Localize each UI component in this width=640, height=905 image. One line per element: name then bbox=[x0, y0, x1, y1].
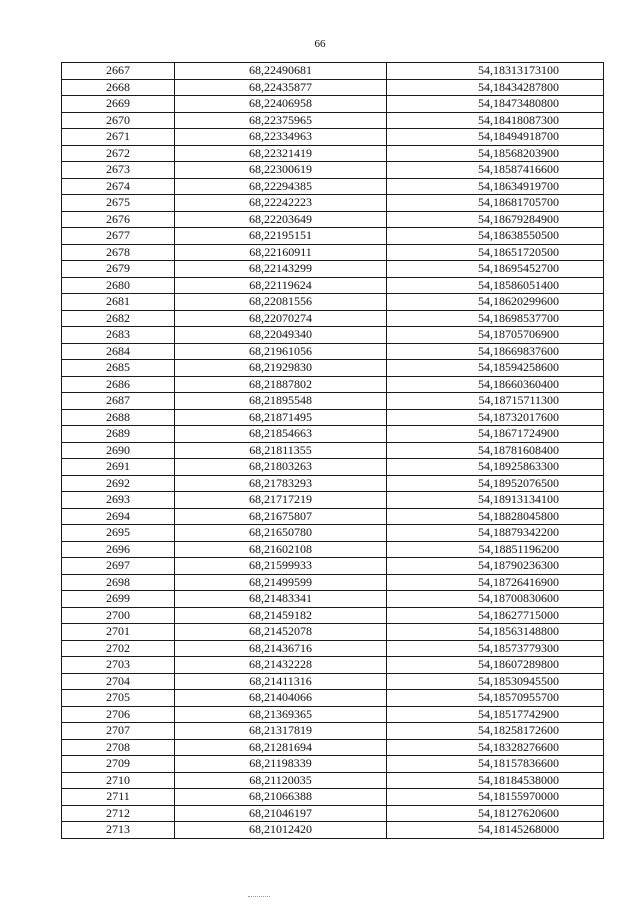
point-number-cell: 2680 bbox=[62, 277, 175, 294]
point-number-cell: 2671 bbox=[62, 129, 175, 146]
table-row bbox=[62, 805, 604, 822]
x-coordinate-cell: 68,22242223 bbox=[175, 195, 387, 212]
x-coordinate-cell: 68,22375965 bbox=[175, 112, 387, 129]
point-number-cell: 2701 bbox=[62, 624, 175, 641]
y-coordinate-cell: 54,18418087300 bbox=[387, 112, 604, 129]
y-coordinate-cell: 54,18705706900 bbox=[387, 327, 604, 344]
point-number-cell: 2695 bbox=[62, 525, 175, 542]
y-coordinate-cell: 54,18695452700 bbox=[387, 261, 604, 278]
footer-mark bbox=[248, 896, 270, 898]
y-coordinate-cell: 54,18530945500 bbox=[387, 673, 604, 690]
x-coordinate-cell: 68,21317819 bbox=[175, 723, 387, 740]
point-number-cell: 2670 bbox=[62, 112, 175, 129]
point-number-cell: 2672 bbox=[62, 145, 175, 162]
y-coordinate-cell: 54,18570955700 bbox=[387, 690, 604, 707]
table-row bbox=[62, 591, 604, 608]
x-coordinate-cell: 68,22070274 bbox=[175, 310, 387, 327]
y-coordinate-cell: 54,18913134100 bbox=[387, 492, 604, 509]
table-row bbox=[62, 393, 604, 410]
y-coordinate-cell: 54,18568203900 bbox=[387, 145, 604, 162]
x-coordinate-cell: 68,21871495 bbox=[175, 409, 387, 426]
table-row bbox=[62, 96, 604, 113]
y-coordinate-cell: 54,18627715000 bbox=[387, 607, 604, 624]
x-coordinate-cell: 68,21599933 bbox=[175, 558, 387, 575]
table-row bbox=[62, 426, 604, 443]
x-coordinate-cell: 68,21046197 bbox=[175, 805, 387, 822]
y-coordinate-cell: 54,18660360400 bbox=[387, 376, 604, 393]
y-coordinate-cell: 54,18620299600 bbox=[387, 294, 604, 311]
x-coordinate-cell: 68,22081556 bbox=[175, 294, 387, 311]
y-coordinate-cell: 54,18517742900 bbox=[387, 706, 604, 723]
y-coordinate-cell: 54,18155970000 bbox=[387, 789, 604, 806]
table-row bbox=[62, 723, 604, 740]
x-coordinate-cell: 68,21012420 bbox=[175, 822, 387, 839]
y-coordinate-cell: 54,18671724900 bbox=[387, 426, 604, 443]
table-row bbox=[62, 541, 604, 558]
y-coordinate-cell: 54,18145268000 bbox=[387, 822, 604, 839]
x-coordinate-cell: 68,21783293 bbox=[175, 475, 387, 492]
point-number-cell: 2679 bbox=[62, 261, 175, 278]
y-coordinate-cell: 54,18638550500 bbox=[387, 228, 604, 245]
table-row bbox=[62, 756, 604, 773]
x-coordinate-cell: 68,21066388 bbox=[175, 789, 387, 806]
x-coordinate-cell: 68,21404066 bbox=[175, 690, 387, 707]
table-row bbox=[62, 607, 604, 624]
coordinates-table bbox=[61, 62, 604, 839]
x-coordinate-cell: 68,22049340 bbox=[175, 327, 387, 344]
x-coordinate-cell: 68,21717219 bbox=[175, 492, 387, 509]
table-row bbox=[62, 574, 604, 591]
table-row bbox=[62, 310, 604, 327]
table-row bbox=[62, 112, 604, 129]
x-coordinate-cell: 68,21675807 bbox=[175, 508, 387, 525]
point-number-cell: 2687 bbox=[62, 393, 175, 410]
y-coordinate-cell: 54,18669837600 bbox=[387, 343, 604, 360]
point-number-cell: 2677 bbox=[62, 228, 175, 245]
point-number-cell: 2702 bbox=[62, 640, 175, 657]
table-row bbox=[62, 129, 604, 146]
y-coordinate-cell: 54,18925863300 bbox=[387, 459, 604, 476]
point-number-cell: 2684 bbox=[62, 343, 175, 360]
point-number-cell: 2697 bbox=[62, 558, 175, 575]
y-coordinate-cell: 54,18127620600 bbox=[387, 805, 604, 822]
table-row bbox=[62, 624, 604, 641]
y-coordinate-cell: 54,18851196200 bbox=[387, 541, 604, 558]
x-coordinate-cell: 68,22294385 bbox=[175, 178, 387, 195]
x-coordinate-cell: 68,21961056 bbox=[175, 343, 387, 360]
point-number-cell: 2673 bbox=[62, 162, 175, 179]
point-number-cell: 2692 bbox=[62, 475, 175, 492]
table-row bbox=[62, 673, 604, 690]
y-coordinate-cell: 54,18634919700 bbox=[387, 178, 604, 195]
x-coordinate-cell: 68,21887802 bbox=[175, 376, 387, 393]
table-row bbox=[62, 211, 604, 228]
x-coordinate-cell: 68,22143299 bbox=[175, 261, 387, 278]
y-coordinate-cell: 54,18607289800 bbox=[387, 657, 604, 674]
table-row bbox=[62, 739, 604, 756]
table-row bbox=[62, 277, 604, 294]
x-coordinate-cell: 68,21602108 bbox=[175, 541, 387, 558]
x-coordinate-cell: 68,22321419 bbox=[175, 145, 387, 162]
y-coordinate-cell: 54,18726416900 bbox=[387, 574, 604, 591]
x-coordinate-cell: 68,21436716 bbox=[175, 640, 387, 657]
point-number-cell: 2667 bbox=[62, 63, 175, 80]
x-coordinate-cell: 68,22300619 bbox=[175, 162, 387, 179]
point-number-cell: 2694 bbox=[62, 508, 175, 525]
x-coordinate-cell: 68,21198339 bbox=[175, 756, 387, 773]
x-coordinate-cell: 68,22334963 bbox=[175, 129, 387, 146]
y-coordinate-cell: 54,18434287800 bbox=[387, 79, 604, 96]
y-coordinate-cell: 54,18651720500 bbox=[387, 244, 604, 261]
table-row bbox=[62, 294, 604, 311]
y-coordinate-cell: 54,18790236300 bbox=[387, 558, 604, 575]
y-coordinate-cell: 54,18573779300 bbox=[387, 640, 604, 657]
x-coordinate-cell: 68,22160911 bbox=[175, 244, 387, 261]
point-number-cell: 2678 bbox=[62, 244, 175, 261]
point-number-cell: 2707 bbox=[62, 723, 175, 740]
y-coordinate-cell: 54,18328276600 bbox=[387, 739, 604, 756]
point-number-cell: 2696 bbox=[62, 541, 175, 558]
point-number-cell: 2688 bbox=[62, 409, 175, 426]
y-coordinate-cell: 54,18258172600 bbox=[387, 723, 604, 740]
point-number-cell: 2705 bbox=[62, 690, 175, 707]
x-coordinate-cell: 68,21483341 bbox=[175, 591, 387, 608]
y-coordinate-cell: 54,18184538000 bbox=[387, 772, 604, 789]
x-coordinate-cell: 68,21499599 bbox=[175, 574, 387, 591]
point-number-cell: 2676 bbox=[62, 211, 175, 228]
y-coordinate-cell: 54,18700830600 bbox=[387, 591, 604, 608]
table-row bbox=[62, 525, 604, 542]
point-number-cell: 2689 bbox=[62, 426, 175, 443]
point-number-cell: 2708 bbox=[62, 739, 175, 756]
table-row bbox=[62, 822, 604, 839]
point-number-cell: 2669 bbox=[62, 96, 175, 113]
x-coordinate-cell: 68,22406958 bbox=[175, 96, 387, 113]
x-coordinate-cell: 68,21811355 bbox=[175, 442, 387, 459]
table-row bbox=[62, 640, 604, 657]
table-row bbox=[62, 459, 604, 476]
page-number: 66 bbox=[314, 38, 326, 50]
table-row bbox=[62, 442, 604, 459]
point-number-cell: 2698 bbox=[62, 574, 175, 591]
x-coordinate-cell: 68,22195151 bbox=[175, 228, 387, 245]
y-coordinate-cell: 54,18587416600 bbox=[387, 162, 604, 179]
table-row bbox=[62, 789, 604, 806]
y-coordinate-cell: 54,18586051400 bbox=[387, 277, 604, 294]
x-coordinate-cell: 68,21432228 bbox=[175, 657, 387, 674]
table-row bbox=[62, 558, 604, 575]
point-number-cell: 2683 bbox=[62, 327, 175, 344]
y-coordinate-cell: 54,18698537700 bbox=[387, 310, 604, 327]
table-row bbox=[62, 376, 604, 393]
point-number-cell: 2693 bbox=[62, 492, 175, 509]
table-row bbox=[62, 145, 604, 162]
table-row bbox=[62, 244, 604, 261]
table-row bbox=[62, 475, 604, 492]
x-coordinate-cell: 68,21929830 bbox=[175, 360, 387, 377]
x-coordinate-cell: 68,22203649 bbox=[175, 211, 387, 228]
point-number-cell: 2675 bbox=[62, 195, 175, 212]
y-coordinate-cell: 54,18952076500 bbox=[387, 475, 604, 492]
y-coordinate-cell: 54,18157836600 bbox=[387, 756, 604, 773]
table-row bbox=[62, 492, 604, 509]
x-coordinate-cell: 68,21281694 bbox=[175, 739, 387, 756]
point-number-cell: 2706 bbox=[62, 706, 175, 723]
table-row bbox=[62, 162, 604, 179]
x-coordinate-cell: 68,21452078 bbox=[175, 624, 387, 641]
x-coordinate-cell: 68,22435877 bbox=[175, 79, 387, 96]
y-coordinate-cell: 54,18313173100 bbox=[387, 63, 604, 80]
x-coordinate-cell: 68,22490681 bbox=[175, 63, 387, 80]
table-row bbox=[62, 360, 604, 377]
x-coordinate-cell: 68,21459182 bbox=[175, 607, 387, 624]
y-coordinate-cell: 54,18715711300 bbox=[387, 393, 604, 410]
table-row bbox=[62, 327, 604, 344]
table-row bbox=[62, 261, 604, 278]
point-number-cell: 2703 bbox=[62, 657, 175, 674]
point-number-cell: 2668 bbox=[62, 79, 175, 96]
x-coordinate-cell: 68,21803263 bbox=[175, 459, 387, 476]
table-row bbox=[62, 690, 604, 707]
table-row bbox=[62, 195, 604, 212]
table-body bbox=[62, 63, 604, 839]
point-number-cell: 2681 bbox=[62, 294, 175, 311]
point-number-cell: 2711 bbox=[62, 789, 175, 806]
y-coordinate-cell: 54,18563148800 bbox=[387, 624, 604, 641]
table-row bbox=[62, 772, 604, 789]
x-coordinate-cell: 68,21411316 bbox=[175, 673, 387, 690]
table-row bbox=[62, 79, 604, 96]
x-coordinate-cell: 68,21895548 bbox=[175, 393, 387, 410]
table-row bbox=[62, 63, 604, 80]
table-row bbox=[62, 409, 604, 426]
y-coordinate-cell: 54,18494918700 bbox=[387, 129, 604, 146]
point-number-cell: 2709 bbox=[62, 756, 175, 773]
y-coordinate-cell: 54,18594258600 bbox=[387, 360, 604, 377]
x-coordinate-cell: 68,21650780 bbox=[175, 525, 387, 542]
table-row bbox=[62, 657, 604, 674]
y-coordinate-cell: 54,18681705700 bbox=[387, 195, 604, 212]
point-number-cell: 2713 bbox=[62, 822, 175, 839]
y-coordinate-cell: 54,18732017600 bbox=[387, 409, 604, 426]
point-number-cell: 2691 bbox=[62, 459, 175, 476]
y-coordinate-cell: 54,18781608400 bbox=[387, 442, 604, 459]
point-number-cell: 2699 bbox=[62, 591, 175, 608]
point-number-cell: 2712 bbox=[62, 805, 175, 822]
x-coordinate-cell: 68,21120035 bbox=[175, 772, 387, 789]
point-number-cell: 2686 bbox=[62, 376, 175, 393]
table-row bbox=[62, 343, 604, 360]
point-number-cell: 2700 bbox=[62, 607, 175, 624]
y-coordinate-cell: 54,18679284900 bbox=[387, 211, 604, 228]
point-number-cell: 2685 bbox=[62, 360, 175, 377]
table-row bbox=[62, 178, 604, 195]
point-number-cell: 2704 bbox=[62, 673, 175, 690]
point-number-cell: 2690 bbox=[62, 442, 175, 459]
y-coordinate-cell: 54,18828045800 bbox=[387, 508, 604, 525]
x-coordinate-cell: 68,21369365 bbox=[175, 706, 387, 723]
table-row bbox=[62, 706, 604, 723]
table-row bbox=[62, 508, 604, 525]
point-number-cell: 2710 bbox=[62, 772, 175, 789]
y-coordinate-cell: 54,18879342200 bbox=[387, 525, 604, 542]
y-coordinate-cell: 54,18473480800 bbox=[387, 96, 604, 113]
point-number-cell: 2674 bbox=[62, 178, 175, 195]
x-coordinate-cell: 68,22119624 bbox=[175, 277, 387, 294]
table-row bbox=[62, 228, 604, 245]
x-coordinate-cell: 68,21854663 bbox=[175, 426, 387, 443]
point-number-cell: 2682 bbox=[62, 310, 175, 327]
